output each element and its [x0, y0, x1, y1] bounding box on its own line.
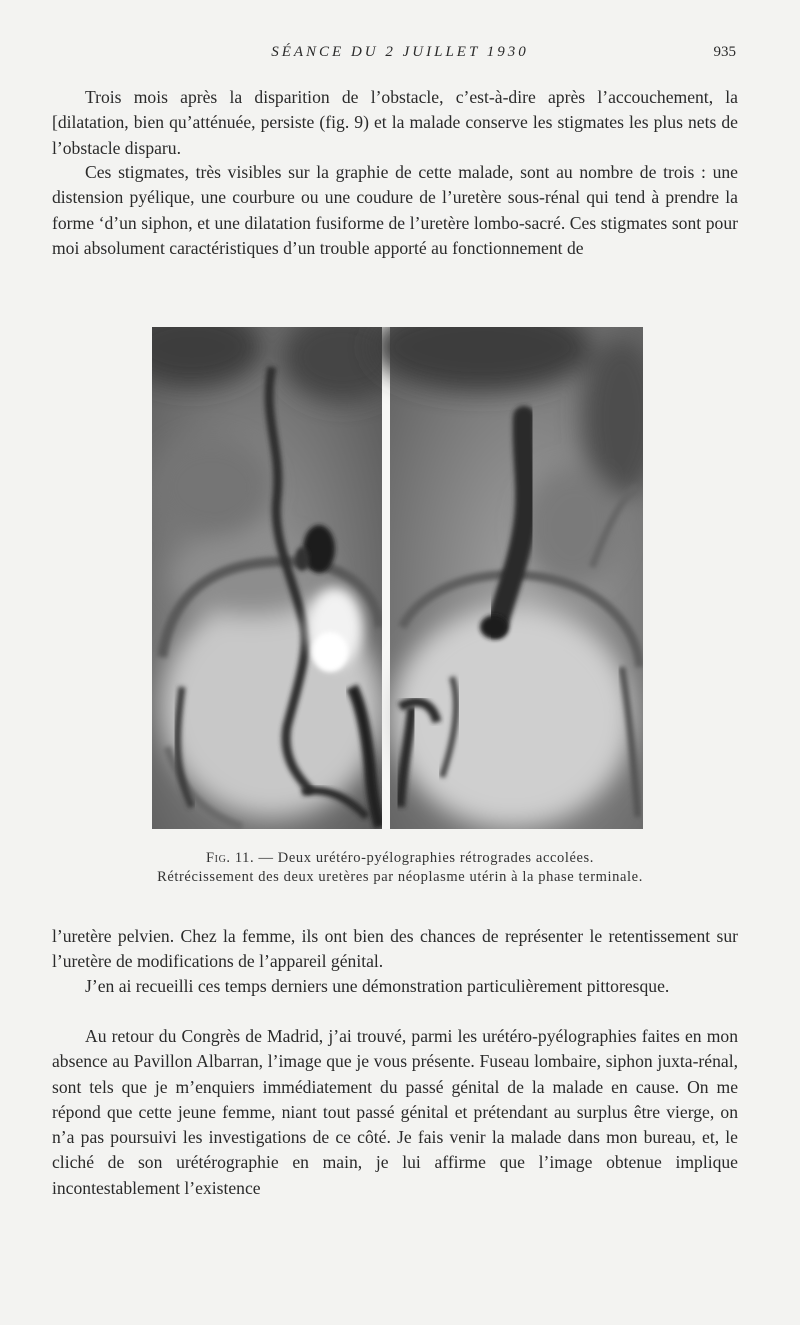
paragraph-5: Au retour du Congrès de Madrid, j’ai trouvé, parmi les urétéro-pyélographies faites en mon absence au Pavillon Albarran, l’image que je vous présente. Fuseau lombaire, siphon juxta-rénal, sont tels que je m’enquiers immédiatement du passé génital de la malade en cause. On me répond que cette jeune femme, niant tout passé génital et prétendant au surplus être vierge, on n’a pas poursuivi les investigations de ce côté. Je fais venir la malade dans mon bureau, et, le cliché de son urétérographie en main, je lui affirme que l’image obtenue implique incontestablement l’existence [52, 1026, 738, 1198]
paragraph-1: Trois mois après la disparition de l’obstacle, c’est-à-dire après l’accouchement, la [dilatation, bien qu’atténuée, persiste (fig. 9) et la malade conserve les stigmates les plus nets de l’obstacle disparu. [52, 87, 738, 158]
left-radiograph [152, 327, 402, 829]
paragraph-2: Ces stigmates, très visibles sur la graphie de cette malade, sont au nombre de trois : une distension pyélique, une courbure ou une coudure de l’uretère sous-rénal qui tend à prendre la forme ‘d’un siphon, et une dilatation fusiforme de l’uretère lombo-sacré. Ces stigmates sont pour moi absolument caractéristiques d’un trouble apporté au fonctionnement de [52, 162, 738, 258]
paragraph-4: J’en ai recueilli ces temps derniers une démonstration particulièrement pittoresque. [85, 976, 670, 996]
running-head [0, 44, 800, 68]
figure-caption-line2: Rétrécissement des deux uretères par néoplasme utérin à la phase terminale. [157, 869, 643, 885]
radiograph-figure [152, 327, 643, 829]
figure-label: Fig. 11. [205, 850, 255, 866]
figure-caption-line1: — Deux urétéro-pyélographies rétrogrades accolées. [254, 850, 595, 866]
running-title: SÉANCE DU 2 JUILLET 1930 [271, 44, 529, 60]
figure-divider [382, 327, 390, 829]
page-number: 935 [713, 44, 736, 60]
figure-caption [60, 849, 740, 867]
paragraph-3: l’uretère pelvien. Chez la femme, ils ont bien des chances de représenter le retentissement sur l’uretère de modifications de l’appareil génital. [52, 926, 738, 972]
right-radiograph [372, 327, 643, 829]
